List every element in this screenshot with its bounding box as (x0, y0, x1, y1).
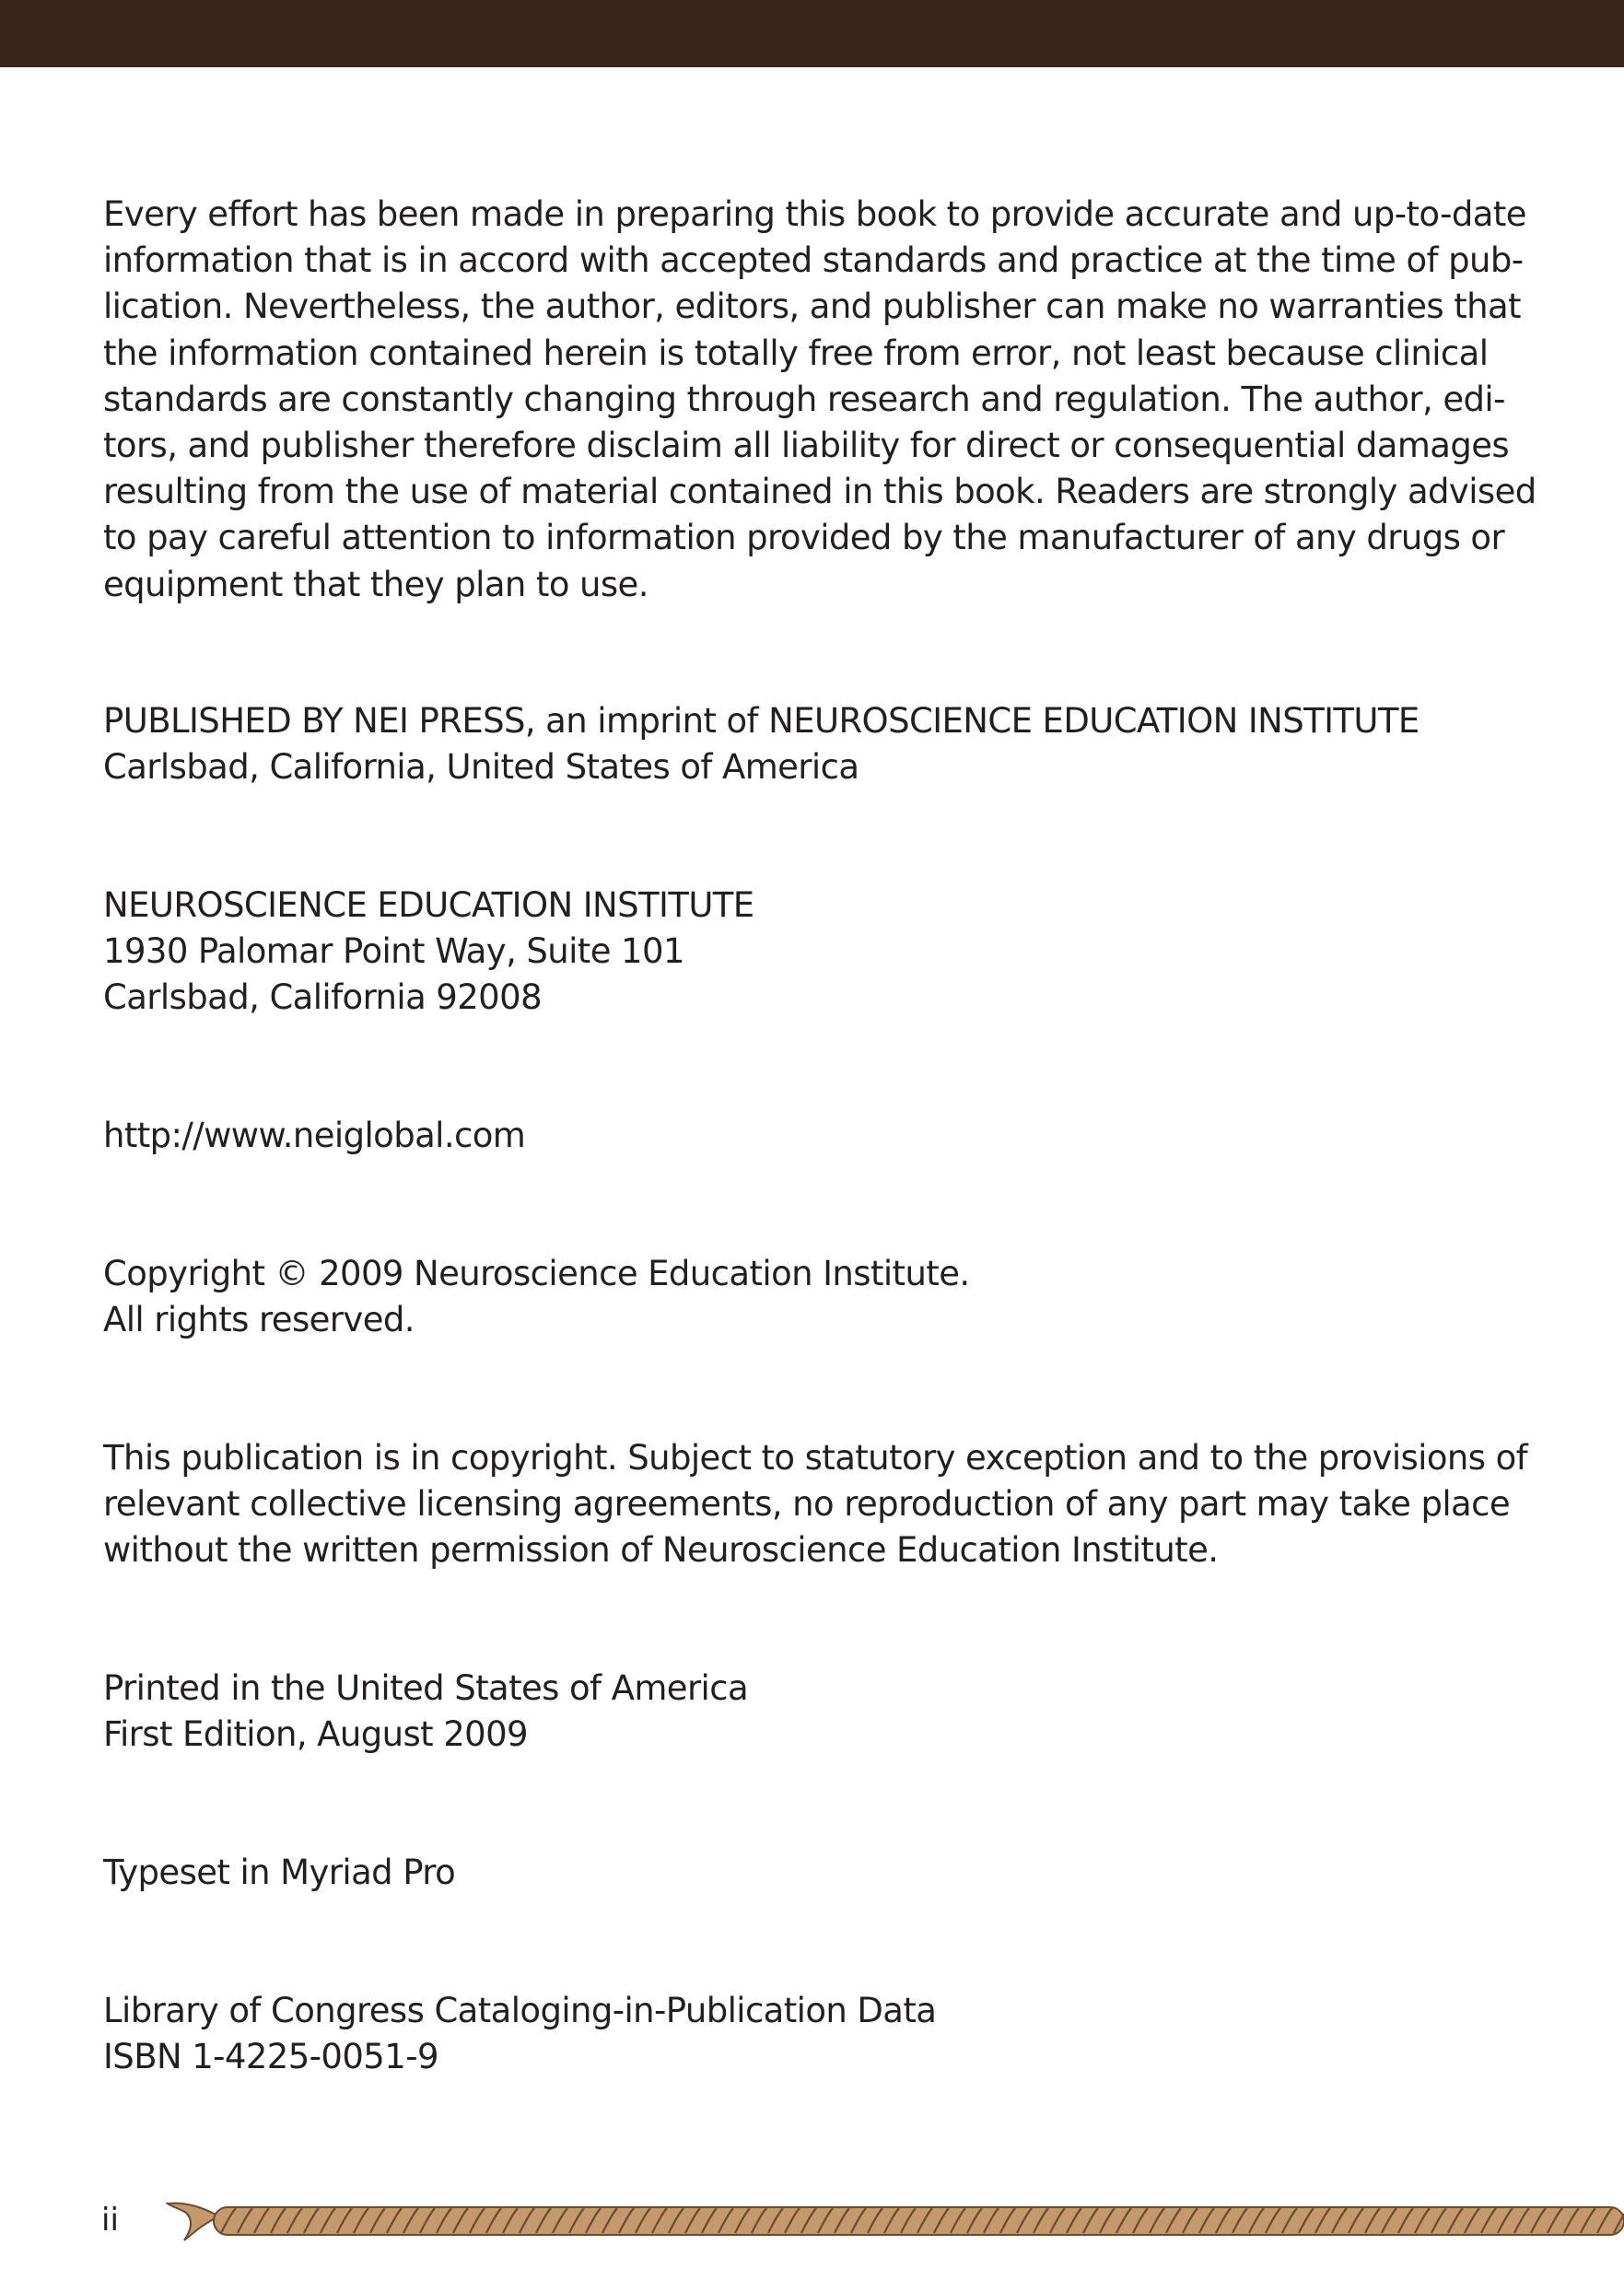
printed-in-line: Printed in the United States of America (103, 1668, 749, 1708)
rights-line: relevant collective licensing agreements, no reproduction of any part may take place (103, 1484, 1510, 1525)
rights-line: This publication is in copyright. Subject to statutory exception and to the provisions of (103, 1438, 1528, 1478)
typeset-line: Typeset in Myriad Pro (103, 1853, 456, 1892)
edition-line: First Edition, August 2009 (103, 1714, 528, 1755)
disclaimer-line: to pay careful attention to information provided by the manufacturer of any drugs or (103, 518, 1505, 558)
publisher-name: PUBLISHED BY NEI PRESS, an imprint of NEUROSCIENCE EDUCATION INSTITUTE (103, 701, 1420, 741)
institute-name: NEUROSCIENCE EDUCATION INSTITUTE (103, 885, 754, 925)
printing-info (103, 1666, 748, 1758)
cataloging-line: Library of Congress Cataloging-in-Publication Data (103, 1991, 937, 2030)
typeset-info (103, 1850, 455, 1896)
copyright-line: Copyright © 2009 Neuroscience Education Institute. (103, 1254, 970, 1293)
cataloging-info (103, 1988, 936, 2080)
copyright-notice (103, 1251, 970, 1343)
publisher-block (103, 698, 1420, 790)
disclaimer-paragraph (103, 192, 1536, 608)
city-state-zip: Carlsbad, California 92008 (103, 977, 543, 1018)
rights-line: without the written permission of Neuroscience Education Institute. (103, 1530, 1219, 1571)
disclaimer-line: tors, and publisher therefore disclaim all liability for direct or consequential damages (103, 426, 1510, 466)
page-number: ii (101, 2202, 119, 2239)
website-link: http://www.neiglobal.com (103, 1116, 526, 1155)
disclaimer-line: information that is in accord with accepted standards and practice at the time of pub- (103, 240, 1524, 281)
address-block (103, 883, 754, 1022)
disclaimer-line: equipment that they plan to use. (103, 564, 648, 604)
rights-reserved-line: All rights reserved. (103, 1300, 415, 1340)
rope-border-ornament (166, 2194, 1624, 2246)
street-address: 1930 Palomar Point Way, Suite 101 (103, 931, 684, 972)
rope-end (168, 2204, 219, 2240)
disclaimer-line: standards are constantly changing through research and regulation. The author, edi- (103, 379, 1505, 419)
disclaimer-line: resulting from the use of material contained in this book. Readers are strongly advised (103, 472, 1536, 512)
disclaimer-line: Every effort has been made in preparing this book to provide accurate and up-to-date (103, 194, 1526, 234)
rights-paragraph (103, 1435, 1527, 1574)
website-url (103, 1113, 525, 1159)
disclaimer-line: the information contained herein is totally free from error, not least because clinical (103, 333, 1489, 373)
publisher-location: Carlsbad, California, United States of America (103, 747, 859, 788)
top-decorative-band (0, 0, 1624, 67)
disclaimer-line: lication. Nevertheless, the author, editors, and publisher can make no warranties that (103, 286, 1521, 327)
isbn-line: ISBN 1-4225-0051-9 (103, 2037, 438, 2077)
